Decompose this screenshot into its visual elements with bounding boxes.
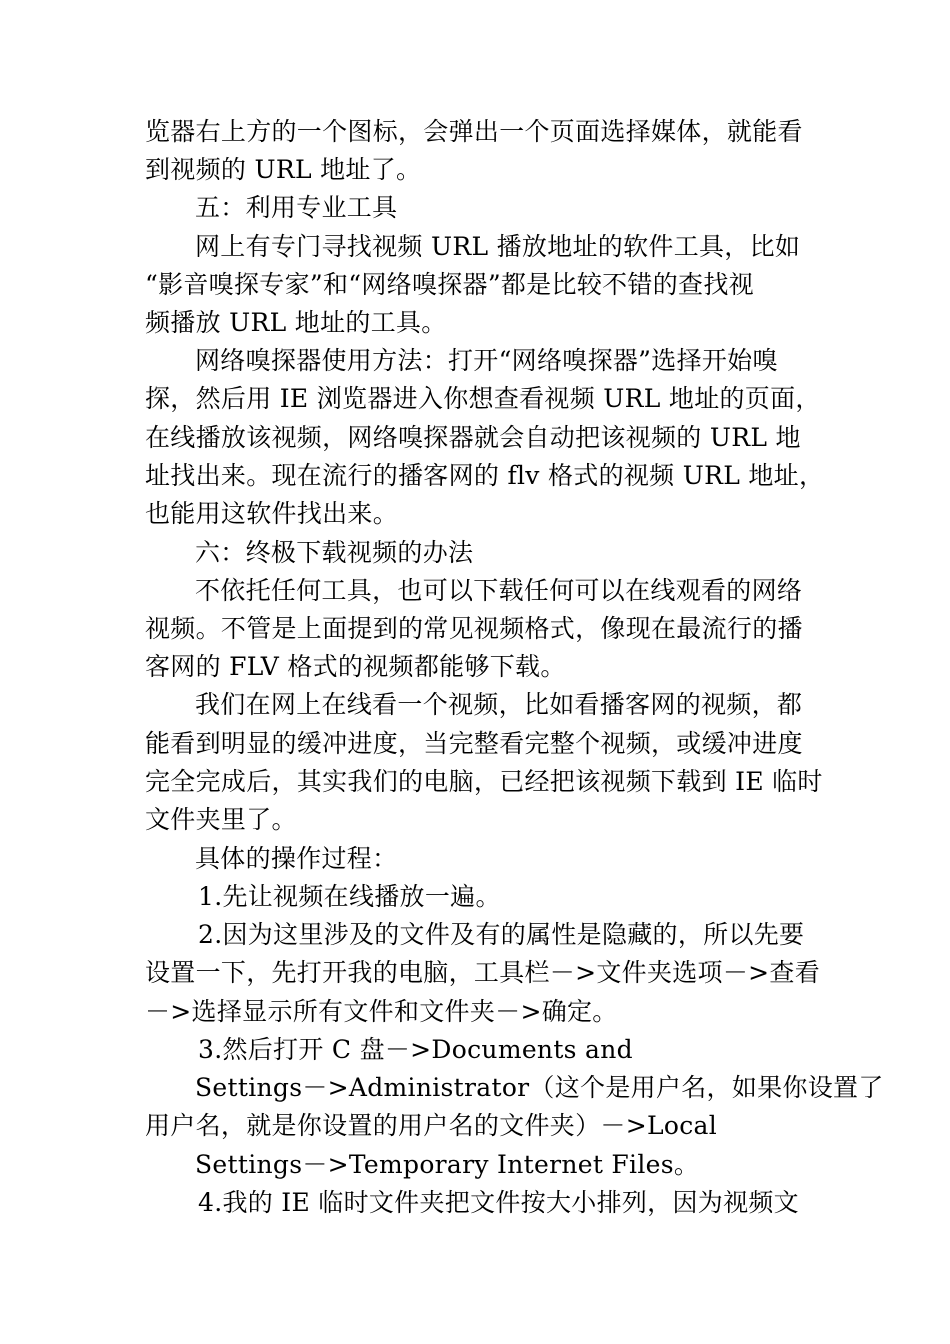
- text-line: 视频。不管是上面提到的常见视频格式，像现在最流行的播: [145, 614, 803, 643]
- text-line: 网络嗅探器使用方法：打开“网络嗅探器”选择开始嗅: [195, 346, 778, 375]
- text-line: 设置一下，先打开我的电脑，工具栏－>文件夹选项－>查看: [145, 958, 820, 987]
- text-line: Settings－>Temporary Internet Files。: [195, 1150, 700, 1179]
- text-line: 文件夹里了。: [145, 805, 297, 834]
- text-line: Settings－>Administrator（这个是用户名，如果你设置了: [195, 1073, 884, 1102]
- text-line: 能看到明显的缓冲进度，当完整看完整个视频，或缓冲进度: [145, 729, 803, 758]
- text-line: 网上有专门寻找视频 URL 播放地址的软件工具，比如: [195, 232, 801, 261]
- text-line: 用户名，就是你设置的用户名的文件夹）－>Local: [145, 1111, 718, 1140]
- section-heading: 六：终极下载视频的办法: [195, 538, 474, 567]
- text-line: 不依托任何工具，也可以下载任何可以在线观看的网络: [195, 576, 803, 605]
- text-line: 频播放 URL 地址的工具。: [145, 308, 447, 337]
- text-line: 客网的 FLV 格式的视频都能够下载。: [145, 652, 566, 681]
- text-line: 我们在网上在线看一个视频，比如看播客网的视频，都: [195, 690, 803, 719]
- text-line: 在线播放该视频，网络嗅探器就会自动把该视频的 URL 地: [145, 423, 801, 452]
- text-line: 址找出来。现在流行的播客网的 flv 格式的视频 URL 地址，: [145, 461, 825, 490]
- text-line: 也能用这软件找出来。: [145, 499, 399, 528]
- section-heading: 五：利用专业工具: [195, 193, 398, 222]
- text-line: －>选择显示所有文件和文件夹－>确定。: [145, 997, 618, 1026]
- text-line: 到视频的 URL 地址了。: [145, 155, 422, 184]
- list-item: 2.因为这里涉及的文件及有的属性是隐藏的，所以先要: [198, 920, 805, 949]
- list-item: 1.先让视频在线播放一遍。: [198, 882, 501, 911]
- text-line: 完全完成后，其实我们的电脑，已经把该视频下载到 IE 临时: [145, 767, 823, 796]
- list-item: 3.然后打开 C 盘－>Documents and: [198, 1035, 633, 1064]
- text-line: 具体的操作过程：: [195, 844, 398, 873]
- text-line: 览器右上方的一个图标，会弹出一个页面选择媒体，就能看: [145, 117, 803, 146]
- list-item: 4.我的 IE 临时文件夹把文件按大小排列，因为视频文: [198, 1188, 799, 1217]
- text-line: “影音嗅探专家”和“网络嗅探器”都是比较不错的查找视: [145, 270, 754, 299]
- text-line: 探，然后用 IE 浏览器进入你想查看视频 URL 地址的页面，: [145, 384, 821, 413]
